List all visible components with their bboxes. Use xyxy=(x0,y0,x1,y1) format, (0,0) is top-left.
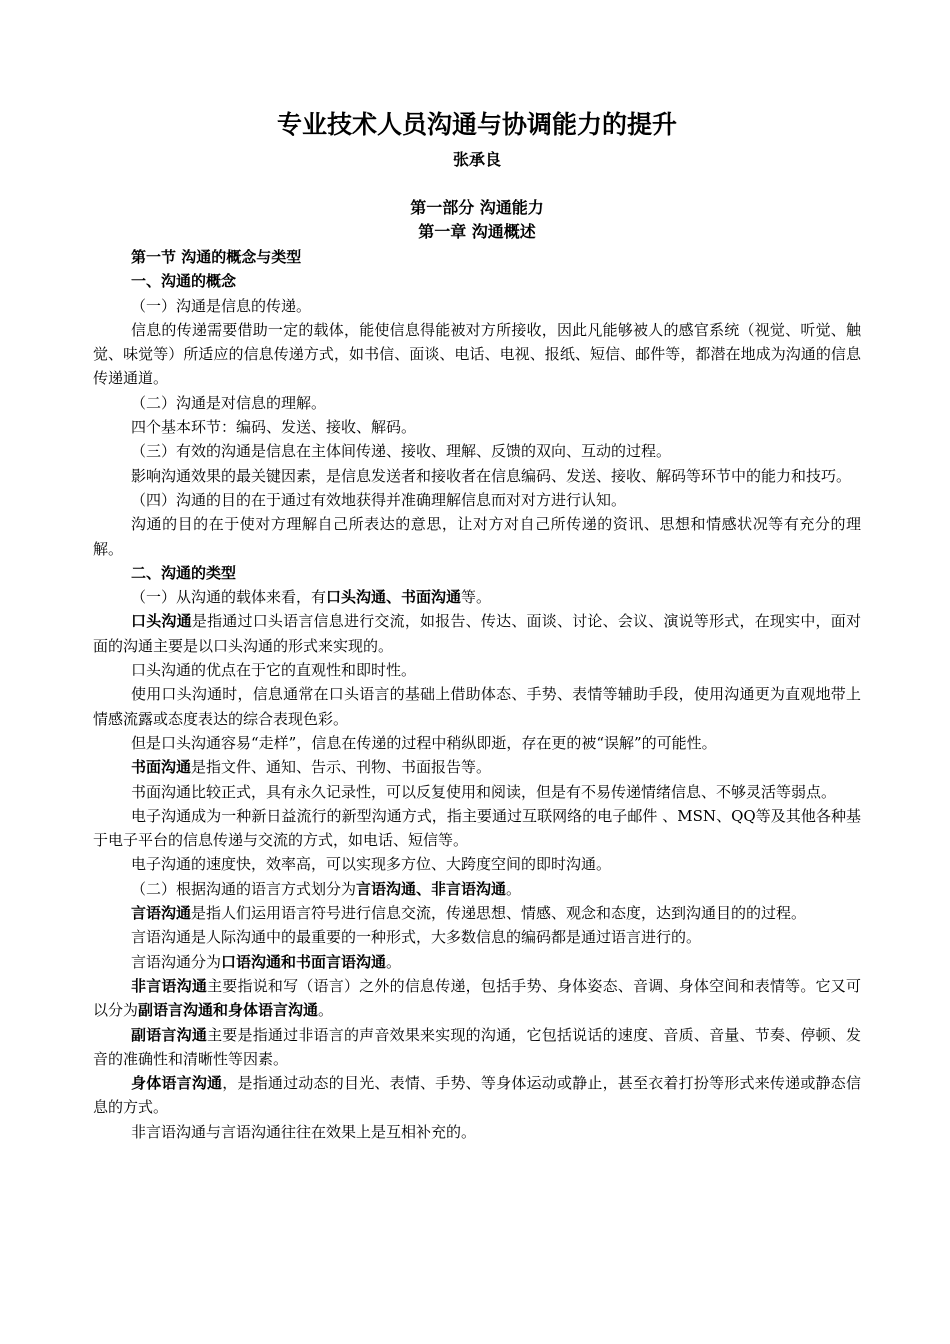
bold-term: 口头沟通、书面沟通 xyxy=(326,588,462,607)
bold-term: 口语沟通和书面言语沟通 xyxy=(221,952,387,971)
paragraph-text: 沟通的目的在于使对方理解自己所表达的意思，让对方对自己所传递的资讯、思想和情感状况等有充分的理解。 xyxy=(93,515,861,558)
subheading-concept: 一、沟通的概念 xyxy=(131,272,237,291)
bold-term: 口头沟通 xyxy=(131,612,192,631)
paragraph-text: 影响沟通效果的最关键因素，是信息发送者和接收者在信息编码、发送、接收、解码等环节中的能力和技巧。 xyxy=(131,466,852,485)
paragraph-text: 是指人们运用语言符号进行信息交流，传递思想、情感、观念和态度，达到沟通目的的过程。 xyxy=(191,904,807,923)
bold-term: 书面沟通 xyxy=(131,758,192,777)
paragraph-text: 等。 xyxy=(461,588,492,607)
document-title: 专业技术人员沟通与协调能力的提升 xyxy=(276,110,677,139)
paragraph-text: 电子沟通的速度快，效率高，可以实现多方位、大跨度空间的即时沟通。 xyxy=(131,855,612,874)
paragraph-text: 信息的传递需要借助一定的载体，能使信息得能被对方所接收，因此凡能够被人的感官系统（视觉、听觉、触觉、味觉等）所适应的信息传递方式，如书信、面谈、电话、电视、报纸、短信、邮件等，都潜在地成为沟通的信息传递通道。 xyxy=(93,320,861,388)
paragraph-text: 非言语沟通与言语沟通往往在效果上是互相补充的。 xyxy=(131,1122,477,1141)
paragraph-text: 。 xyxy=(386,952,402,971)
paragraph xyxy=(93,294,861,318)
paragraph-text: 。 xyxy=(506,879,522,898)
paragraph-text: 是指文件、通知、告示、刊物、书面报告等。 xyxy=(191,758,492,777)
paragraph-text: 书面沟通比较正式，具有永久记录性，可以反复使用和阅读，但是有不易传递情绪信息、不够灵活等弱点。 xyxy=(131,782,837,801)
paragraph xyxy=(93,318,861,391)
bold-term: 身体语言沟通 xyxy=(131,1074,223,1093)
paragraph-text: 电子沟通成为一种新日益流行的新型沟通方式，指主要通过互联网络的电子邮件 、MSN、QQ等及其他各种基于电子平台的信息传递与交流的方式，如电话、短信等。 xyxy=(93,806,861,850)
paragraph xyxy=(93,512,861,561)
paragraph-text: 但是口头沟通容易“走样”，信息在传递的过程中稍纵即逝，存在更的被“误解”的可能性。 xyxy=(131,733,717,752)
paragraph-text: （一）沟通是信息的传递。 xyxy=(131,296,312,315)
paragraph xyxy=(93,780,861,804)
paragraph xyxy=(93,391,861,415)
paragraph xyxy=(93,464,861,488)
paragraph xyxy=(93,974,861,1023)
paragraph-text: （一）从沟通的载体来看，有 xyxy=(131,588,327,607)
paragraph xyxy=(93,415,861,439)
subheading-types: 二、沟通的类型 xyxy=(131,563,237,582)
author-name: 张承良 xyxy=(452,150,501,169)
paragraph xyxy=(93,1120,861,1144)
paragraph-text: （四）沟通的目的在于通过有效地获得并准确理解信息而对对方进行认知。 xyxy=(131,490,627,509)
paragraph xyxy=(93,755,861,779)
paragraph xyxy=(93,658,861,682)
bold-term: 言语沟通、非言语沟通 xyxy=(356,879,507,898)
paragraph xyxy=(93,585,861,609)
paragraph-text: 主要是指通过非语言的声音效果来实现的沟通，它包括说话的速度、音质、音量、节奏、停顿、发音的准确性和清晰性等因素。 xyxy=(93,1025,861,1068)
paragraph-text: 主要指说和写（语言）之外的信息传递，包括手势、身体姿态、音调、身体空间和表情等。它又可以分为 xyxy=(93,976,861,1020)
paragraph xyxy=(93,901,861,925)
paragraph-text: 口头沟通的优点在于它的直观性和即时性。 xyxy=(131,661,417,680)
paragraph xyxy=(93,877,861,901)
paragraph xyxy=(93,1071,861,1120)
paragraph-text: 。 xyxy=(318,1001,334,1020)
bold-term: 副语言沟通 xyxy=(131,1025,208,1044)
paragraph xyxy=(93,925,861,949)
bold-term: 言语沟通 xyxy=(131,904,192,923)
document-page xyxy=(93,108,861,1144)
paragraph xyxy=(93,731,861,755)
section-heading: 第一节 沟通的概念与类型 xyxy=(131,248,302,266)
paragraph xyxy=(93,852,861,876)
paragraph xyxy=(93,1023,861,1072)
paragraph-text: （三）有效的沟通是信息在主体间传递、接收、理解、反馈的双向、互动的过程。 xyxy=(131,442,672,461)
bold-term: 副语言沟通和身体语言沟通 xyxy=(138,1001,319,1020)
paragraph xyxy=(93,488,861,512)
paragraph-text: 使用口头沟通时，信息通常在口头语言的基础上借助体态、手势、表情等辅助手段，使用沟通更为直观地带上情感流露或态度表达的综合表现色彩。 xyxy=(93,685,861,728)
paragraph xyxy=(93,439,861,463)
paragraph-text: 言语沟通分为 xyxy=(131,952,222,971)
part-heading: 第一部分 沟通能力 xyxy=(410,198,544,217)
paragraph xyxy=(93,804,861,853)
paragraph-text: （二）根据沟通的语言方式划分为 xyxy=(131,879,357,898)
paragraph-text: ，是指通过动态的目光、表情、手势、等身体运动或静止，甚至衣着打扮等形式来传递或静态信息的方式。 xyxy=(93,1074,861,1117)
paragraph-text: 四个基本环节：编码、发送、接收、解码。 xyxy=(131,418,417,437)
paragraph-text: 是指通过口头语言信息进行交流，如报告、传达、面谈、讨论、会议、演说等形式，在现实中，面对面的沟通主要是以口头沟通的形式来实现的。 xyxy=(93,612,861,655)
bold-term: 非言语沟通 xyxy=(131,976,208,995)
paragraph-text: （二）沟通是对信息的理解。 xyxy=(131,393,327,412)
paragraph xyxy=(93,682,861,731)
chapter-heading: 第一章 沟通概述 xyxy=(418,222,536,241)
paragraph-text: 言语沟通是人际沟通中的最重要的一种形式，大多数信息的编码都是通过语言进行的。 xyxy=(131,928,702,947)
paragraph xyxy=(93,609,861,658)
paragraph xyxy=(93,950,861,974)
